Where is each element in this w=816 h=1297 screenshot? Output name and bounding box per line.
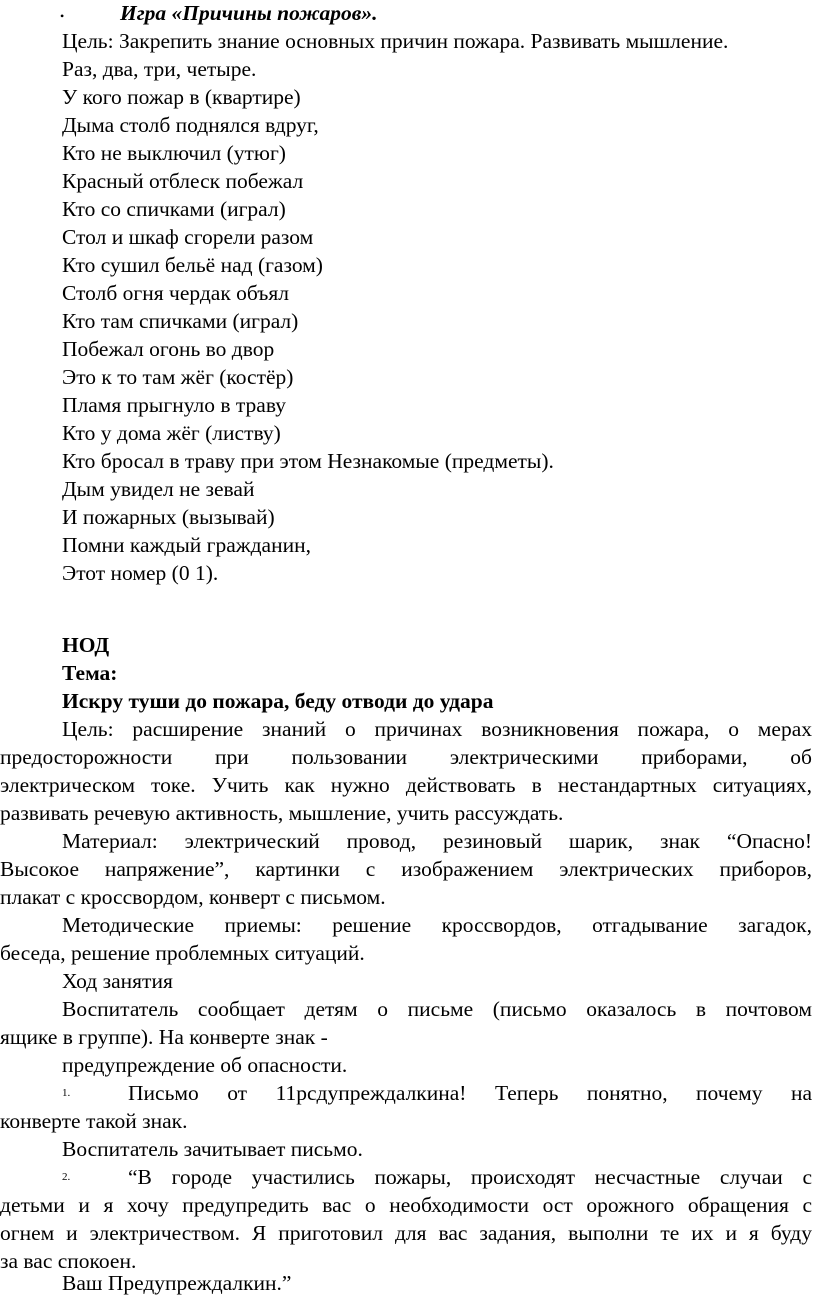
verse-line: Дым увидел не зевай xyxy=(62,477,255,501)
verse-line: Стол и шкаф сгорели разом xyxy=(62,225,314,249)
verse-line: Дыма столб поднялся вдруг, xyxy=(62,113,319,137)
verse-line: Кто со спичками (играл) xyxy=(62,197,286,221)
verse-line: Кто у дома жёг (листву) xyxy=(62,421,281,445)
nod-heading: НОД xyxy=(62,633,110,657)
game-title: Игра «Причины пожаров». xyxy=(120,1,378,25)
material-paragraph-line: Материал: электрический провод, резиновый шарик, знак “Опасно! xyxy=(62,829,812,853)
list-number-1: 1. xyxy=(62,1087,71,1099)
list-number-2: 2. xyxy=(62,1171,71,1183)
teacher-letter-line: ящике в группе). На конверте знак - xyxy=(0,1025,328,1049)
list-item-2-line: “В городе участились пожары, происходят несчастные случаи с xyxy=(128,1165,812,1189)
bullet-marker: • xyxy=(60,9,65,23)
game-goal: Цель: Закрепить знание основных причин пожара. Развивать мышление. xyxy=(62,29,729,53)
verse-line: Пламя прыгнуло в траву xyxy=(62,393,286,417)
verse-line: У кого пожар в (квартире) xyxy=(62,85,301,109)
verse-line: Этот номер (0 1). xyxy=(62,561,219,585)
material-paragraph-line: Высокое напряжение”, картинки с изображением электрических приборов, xyxy=(0,857,812,881)
verse-line: Кто сушил бельё над (газом) xyxy=(62,253,323,277)
verse-line: Кто не выключил (утюг) xyxy=(62,141,286,165)
signature-line: Ваш Предупреждалкин.” xyxy=(62,1271,292,1295)
list-item-2-line: огнем и электричеством. Я приготовил для вас задания, выполни те их и я буду xyxy=(0,1221,812,1245)
methods-paragraph-line: Методические приемы: решение кроссвордов, отгадывание загадок, xyxy=(62,913,812,937)
verse-line: Кто бросал в траву при этом Незнакомые (предметы). xyxy=(62,449,554,473)
methods-paragraph-line: беседа, решение проблемных ситуаций. xyxy=(0,941,365,965)
verse-line: Это к то там жёг (костёр) xyxy=(62,365,294,389)
topic-title: Искру туши до пожара, беду отводи до удара xyxy=(62,689,494,713)
reads-letter-line: Воспитатель зачитывает письмо. xyxy=(62,1137,363,1161)
list-item-1-line: Письмо от 11рсдупреждалкина! Теперь понятно, почему на xyxy=(128,1081,812,1105)
list-item-2-line: за вас спокоен. xyxy=(0,1249,137,1273)
goal-paragraph-line: Цель: расширение знаний о причинах возникновения пожара, о мерах xyxy=(62,717,812,741)
goal-paragraph-line: предосторожности при пользовании электрическими приборами, об xyxy=(0,745,812,769)
list-item-2-line: детьми и я хочу предупредить вас о необходимости ост орожного обращения с xyxy=(0,1193,812,1217)
teacher-letter-line: Воспитатель сообщает детям о письме (письмо оказалось в почтовом xyxy=(62,997,812,1021)
list-item-1-line: конверте такой знак. xyxy=(0,1109,188,1133)
verse-line: Кто там спичками (играл) xyxy=(62,309,299,333)
goal-paragraph-line: развивать речевую активность, мышление, учить рассуждать. xyxy=(0,801,564,825)
verse-line: Раз, два, три, четыре. xyxy=(62,57,257,81)
course-heading: Ход занятия xyxy=(62,969,173,993)
material-paragraph-line: плакат с кроссвордом, конверт с письмом. xyxy=(0,885,386,909)
verse-line: Помни каждый гражданин, xyxy=(62,533,311,557)
teacher-letter-line: предупреждение об опасности. xyxy=(62,1053,348,1077)
verse-line: И пожарных (вызывай) xyxy=(62,505,275,529)
verse-line: Красный отблеск побежал xyxy=(62,169,304,193)
topic-label: Тема: xyxy=(62,661,118,685)
verse-line: Побежал огонь во двор xyxy=(62,337,275,361)
goal-paragraph-line: электрическом токе. Учить как нужно действовать в нестандартных ситуациях, xyxy=(0,773,812,797)
verse-line: Столб огня чердак объял xyxy=(62,281,290,305)
